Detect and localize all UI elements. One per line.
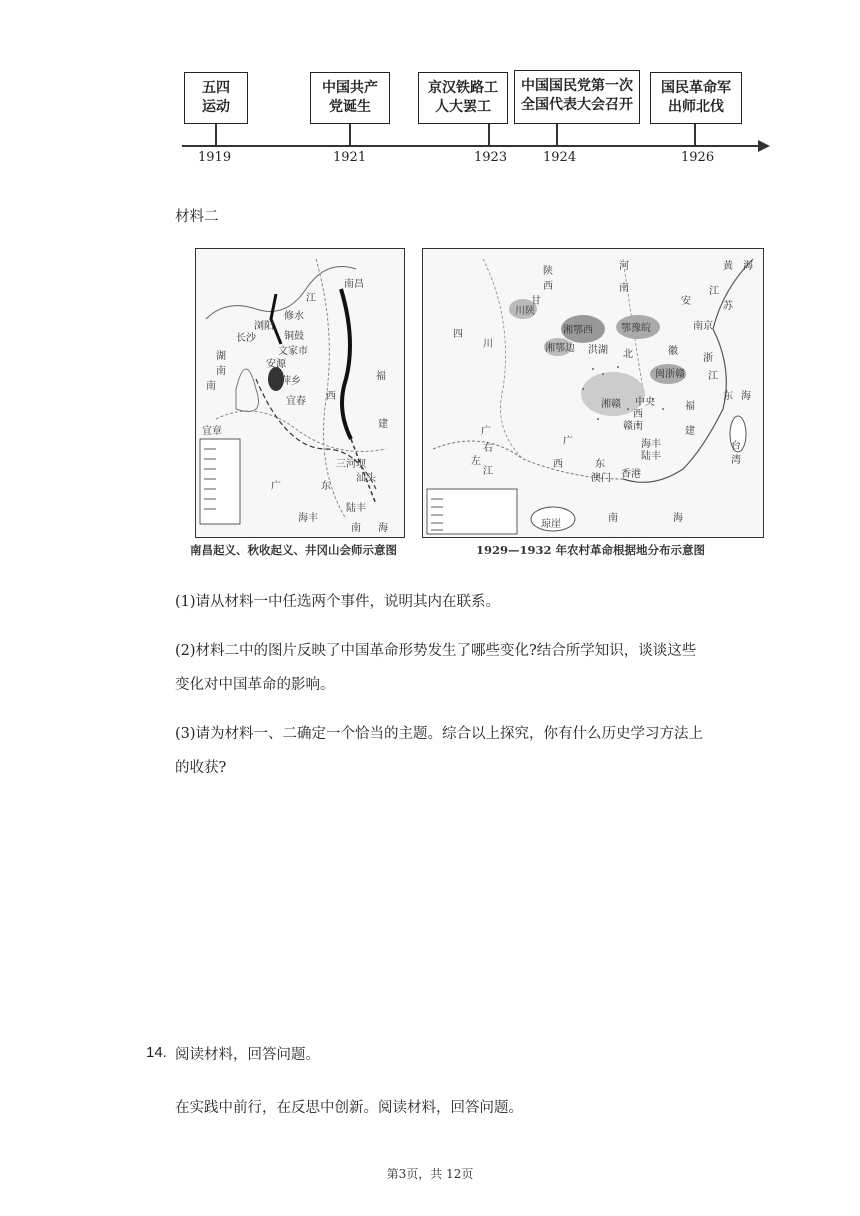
timeline-event-box [418, 72, 508, 124]
map-label: 湖 [216, 351, 226, 362]
map-label: 四 [453, 329, 463, 340]
map-label: 闽浙赣 [655, 369, 685, 380]
map-label: 鄂豫皖 [621, 323, 651, 334]
map-label: 福 [376, 371, 386, 382]
question-3-cont: 的收获? [175, 760, 227, 776]
map-label: 南 [608, 513, 618, 524]
map-label: 赣南 [623, 421, 643, 432]
map-rural-bases [422, 248, 764, 538]
map-label: 南 [619, 283, 629, 294]
map-label: 南昌 [344, 279, 364, 290]
map-label: 安源 [266, 359, 286, 370]
map-label: 浙 [703, 353, 713, 364]
timeline-connector [556, 124, 558, 146]
question-14-number: 14. [146, 1044, 167, 1061]
map-label: 洪湖 [588, 345, 608, 356]
map-label: 汕头 [356, 473, 376, 484]
map-figure [423, 249, 764, 538]
map-label: 香港 [621, 469, 641, 480]
map-label: 建 [378, 419, 388, 430]
map-label: 澳门 [591, 473, 611, 484]
map-label: 三河坝 [336, 459, 366, 470]
map-label: 东 [723, 391, 733, 402]
event-label: 党诞生 [329, 99, 371, 115]
map-label: 安 [681, 296, 691, 307]
map-label: 南京 [693, 321, 713, 332]
timeline-arrow-icon [758, 140, 770, 152]
map-label: 川陕 [515, 306, 535, 317]
question-14-intro: 在实践中前行，在反思中创新。阅读材料，回答问题。 [175, 1100, 523, 1116]
map-label: 海 [673, 513, 683, 524]
timeline-event-box [650, 72, 742, 124]
map-label: 宜章 [202, 426, 222, 437]
map-label: 甘 [531, 296, 541, 307]
map-label: 陕 [543, 266, 553, 277]
event-label: 国民革命军 [661, 80, 731, 96]
timeline-year: 1926 [681, 150, 715, 165]
question-3: (3)请为材料一、二确定一个恰当的主题。综合以上探究，你有什么历史学习方法上 [175, 726, 704, 742]
map-label: 海 [743, 261, 753, 272]
map-label: 东 [321, 481, 331, 492]
timeline-year: 1924 [543, 150, 577, 165]
map-label: 南 [206, 381, 216, 392]
event-label: 人大罢工 [435, 99, 491, 115]
timeline-connector [349, 124, 351, 146]
timeline-year: 1921 [333, 150, 367, 165]
map-label: 广 [481, 426, 491, 437]
map-label: 江 [709, 286, 719, 297]
map-label: 江 [708, 371, 718, 382]
map-label: 广 [271, 481, 281, 492]
timeline-axis [182, 145, 762, 147]
map-label: 西 [326, 391, 336, 402]
map-label: 海 [378, 523, 388, 534]
map-label: 宜春 [286, 396, 306, 407]
map-label: 湾 [731, 455, 741, 466]
map-label: 修水 [284, 311, 304, 322]
question-14-prompt: 阅读材料，回答问题。 [175, 1047, 320, 1063]
map-label: 湘鄂西 [563, 325, 593, 336]
map-label: 北 [623, 349, 633, 360]
map-label: 湘赣 [601, 399, 621, 410]
timeline-connector [215, 124, 217, 146]
map-caption-left: 南昌起义、秋收起义、井冈山会师示意图 [190, 543, 397, 557]
map-label: 建 [685, 426, 695, 437]
timeline-year: 1919 [198, 150, 232, 165]
map-label: 西 [543, 281, 553, 292]
timeline-event-box [184, 72, 248, 124]
event-label: 出师北伐 [668, 99, 724, 115]
event-label: 全国代表大会召开 [521, 97, 633, 113]
map-label: 江 [306, 293, 316, 304]
event-label: 中国国民党第一次 [521, 78, 633, 94]
map-nanchang-uprising [195, 248, 405, 538]
timeline-connector [694, 124, 696, 146]
map-label: 铜鼓 [284, 331, 304, 342]
map-label: 川 [483, 339, 493, 350]
map-label: 陆丰 [346, 503, 366, 514]
map-label: 陆丰 [641, 451, 661, 462]
timeline-year: 1923 [474, 150, 508, 165]
map-label: 福 [685, 401, 695, 412]
timeline-event-box [514, 70, 640, 124]
map-label: 琼崖 [541, 519, 561, 530]
map-label: 南 [216, 366, 226, 377]
map-label: 长沙 [236, 333, 256, 344]
map-label: 徽 [668, 346, 678, 357]
map-label: 文家市 [278, 346, 308, 357]
map-label: 右 [483, 443, 493, 454]
map-label: 海丰 [641, 439, 661, 450]
question-1: (1)请从材料一中任选两个事件，说明其内在联系。 [175, 594, 501, 610]
material2-heading: 材料二 [175, 209, 219, 225]
map-label: 中央 [635, 397, 655, 408]
map-label: 海丰 [298, 513, 318, 524]
event-label: 运动 [202, 99, 230, 115]
question-2: (2)材料二中的图片反映了中国革命形势发生了哪些变化?结合所学知识，谈谈这些 [175, 643, 697, 659]
map-label: 苏 [723, 301, 733, 312]
question-2-cont: 变化对中国革命的影响。 [175, 677, 335, 693]
map-label: 南 [351, 523, 361, 534]
map-label: 浏阳 [254, 321, 274, 332]
map-label: 黄 [723, 261, 733, 272]
map-label: 东 [595, 459, 605, 470]
map-label: 西 [553, 459, 563, 470]
map-label: 台 [731, 441, 741, 452]
map-label: 海 [741, 391, 751, 402]
map-caption-right: 1929—1932 年农村革命根据地分布示意图 [476, 543, 706, 557]
map-label: 左 [471, 456, 481, 467]
event-label: 五四 [202, 80, 230, 96]
map-figure [196, 249, 405, 538]
map-label: 江 [483, 466, 493, 477]
map-label: 广 [563, 436, 573, 447]
event-label: 中国共产 [322, 80, 378, 96]
timeline-connector [488, 124, 490, 146]
map-label: 河 [619, 261, 629, 272]
event-label: 京汉铁路工 [428, 80, 498, 96]
map-label: 西 [633, 409, 643, 420]
page-footer: 第3页，共 12页 [386, 1167, 474, 1181]
map-label: 萍乡 [281, 376, 301, 387]
timeline-event-box [310, 72, 390, 124]
map-label: 湘鄂边 [545, 343, 575, 354]
